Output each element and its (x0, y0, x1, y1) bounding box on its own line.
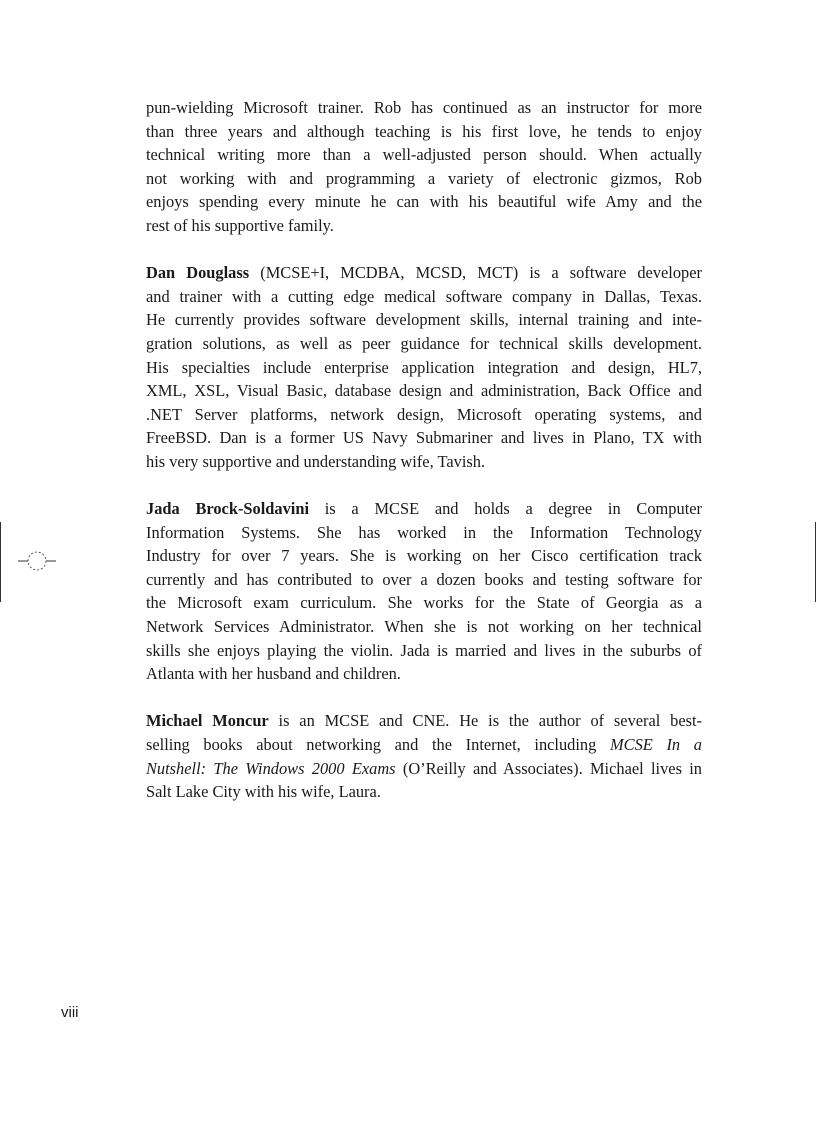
bio-line: FreeBSD. Dan is a former US Navy Submariner and lives in Plano, TX with (146, 428, 702, 448)
bio-text: (MCSE+I, MCDBA, MCSD, MCT) is a software developer (249, 263, 702, 283)
bio-first-line (146, 709, 702, 733)
bio-line: .NET Server platforms, network design, Microsoft operating systems, and (146, 404, 702, 424)
bio-line: gration solutions, as well as peer guidance for technical skills development. (146, 333, 702, 353)
author-bios (146, 96, 702, 827)
author-name: Michael Moncur (146, 711, 269, 731)
bio-text: is a MCSE and holds a degree in Computer (309, 499, 702, 519)
bio-line: rest of his supportive family. (146, 215, 334, 235)
bio-line: His specialties include enterprise application integration and design, HL7, (146, 357, 702, 377)
book-title: MCSE In a (610, 735, 702, 755)
bio-text: (O’Reilly and Associates). Michael lives in (395, 758, 702, 778)
bio-text: selling books about networking and the Internet, including (146, 735, 610, 755)
bio-line: the Microsoft exam curriculum. She works for the State of Georgia as a (146, 593, 702, 613)
bio-line: enjoys spending every minute he can with his beautiful wife Amy and the (146, 192, 702, 212)
bio-line: Atlanta with her husband and children. (146, 664, 401, 684)
bio-michael-moncur (146, 709, 702, 803)
bio-line: currently and has contributed to over a dozen books and testing software for (146, 569, 702, 589)
crop-mark-left (0, 522, 1, 602)
bio-line: skills she enjoys playing the violin. Jada is married and lives in the suburbs of (146, 640, 702, 660)
bio-line: Industry for over 7 years. She is working on her Cisco certification track (146, 546, 702, 566)
page-number: viii (61, 1004, 79, 1021)
bio-line: Salt Lake City with his wife, Laura. (146, 782, 381, 802)
bio-line: technical writing more than a well-adjusted person should. When actually (146, 145, 702, 165)
book-title: Nutshell: The Windows 2000 Exams (146, 758, 396, 778)
bio-line: pun-wielding Microsoft trainer. Rob has continued as an instructor for more (146, 98, 702, 117)
bio-rob-continued (146, 96, 702, 238)
registration-mark-icon (18, 548, 56, 574)
bio-text: is an MCSE and CNE. He is the author of several best- (268, 711, 703, 731)
bio-first-line (146, 497, 702, 521)
bio-line: Network Services Administrator. When she is not working on her technical (146, 617, 702, 637)
bio-line: He currently provides software development skills, internal training and inte- (146, 310, 702, 330)
bio-jada-brock-soldavini (146, 497, 702, 686)
bio-first-line (146, 261, 702, 285)
bio-line (146, 757, 702, 781)
bio-dan-douglass (146, 261, 702, 473)
bio-line: his very supportive and understanding wife, Tavish. (146, 451, 486, 471)
bio-line: and trainer with a cutting edge medical software company in Dallas, Texas. (146, 286, 702, 306)
author-name: Dan Douglass (146, 263, 250, 283)
bio-line: Information Systems. She has worked in the Information Technology (146, 522, 702, 542)
bio-line: than three years and although teaching is his first love, he tends to enjoy (146, 121, 702, 141)
bio-line (146, 733, 702, 757)
bio-line: not working with and programming a variety of electronic gizmos, Rob (146, 168, 702, 188)
bio-line: XML, XSL, Visual Basic, database design and administration, Back Office and (146, 381, 702, 401)
author-name: Jada Brock-Soldavini (146, 499, 309, 519)
